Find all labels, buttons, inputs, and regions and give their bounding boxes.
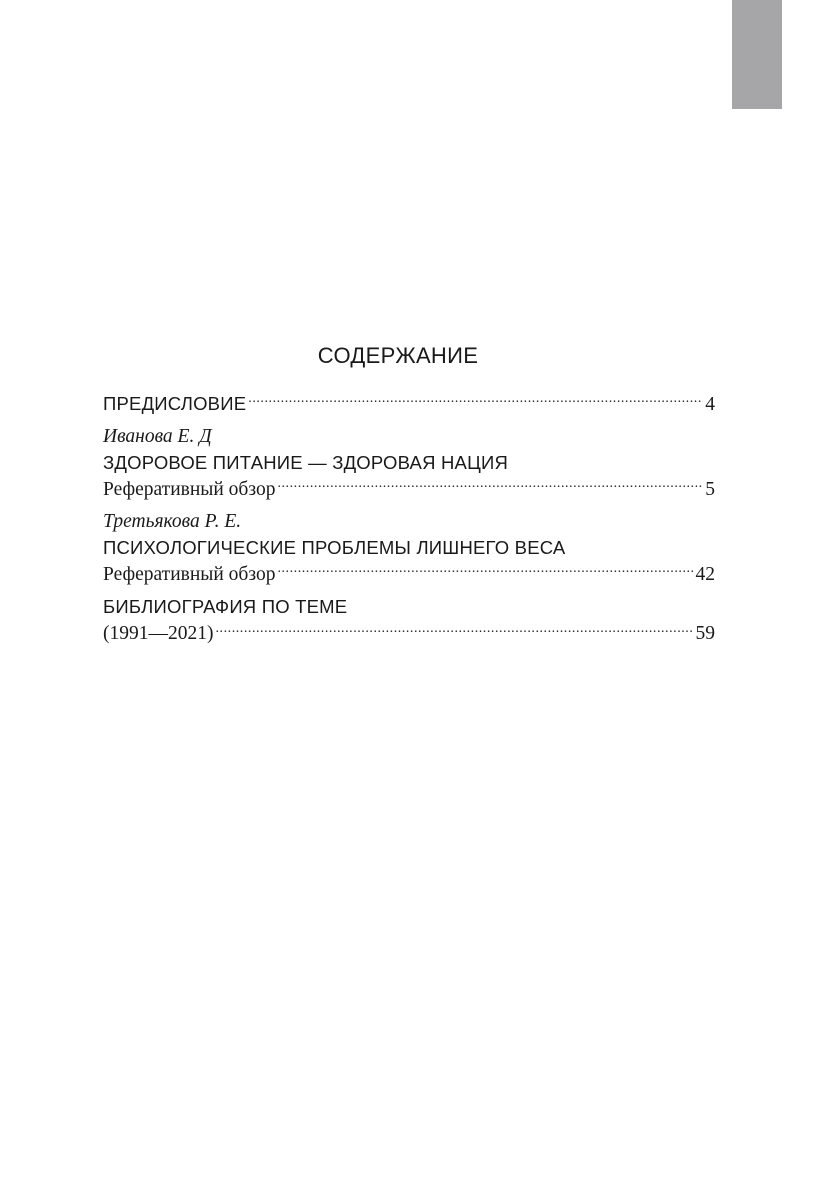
toc-page-number: 4 bbox=[705, 393, 715, 415]
toc-entry-heading: ПСИХОЛОГИЧЕСКИЕ ПРОБЛЕМЫ ЛИШНЕГО ВЕСА bbox=[103, 536, 566, 558]
toc-line bbox=[103, 390, 715, 417]
toc-entry-subtitle: Реферативный обзор bbox=[103, 563, 276, 585]
toc-line bbox=[103, 560, 715, 587]
toc-entry-bibliography[interactable] bbox=[103, 594, 715, 647]
dot-leader bbox=[277, 560, 693, 580]
toc-line bbox=[103, 475, 715, 502]
toc-entry-author: Иванова Е. Д bbox=[103, 426, 212, 447]
toc-page-number: 5 bbox=[705, 478, 715, 500]
dot-leader bbox=[248, 390, 703, 410]
toc-entry-heading: ПРЕДИСЛОВИЕ bbox=[103, 392, 247, 414]
toc-entry-psychological-problems[interactable] bbox=[103, 509, 715, 587]
toc-line bbox=[103, 620, 715, 647]
toc-entry-preface[interactable] bbox=[103, 390, 715, 417]
dot-leader bbox=[216, 620, 694, 640]
toc-entry-subtitle: (1991—2021) bbox=[103, 623, 214, 644]
dot-leader bbox=[277, 475, 703, 495]
toc-title: СОДЕРЖАНИЕ bbox=[317, 343, 479, 368]
toc-entry-heading: ЗДОРОВОЕ ПИТАНИЕ — ЗДОРОВАЯ НАЦИЯ bbox=[103, 451, 509, 473]
toc-page-number: 42 bbox=[695, 563, 715, 585]
toc-entry-heading: БИБЛИОГРАФИЯ ПО ТЕМЕ bbox=[103, 596, 348, 617]
table-of-contents bbox=[103, 340, 715, 653]
gray-thumb-tab bbox=[732, 0, 782, 109]
toc-entry-healthy-eating[interactable] bbox=[103, 424, 715, 502]
toc-entry-subtitle: Реферативный обзор bbox=[103, 478, 276, 500]
toc-entry-author: Третьякова Р. Е. bbox=[103, 511, 242, 532]
toc-page-number: 59 bbox=[695, 623, 715, 644]
